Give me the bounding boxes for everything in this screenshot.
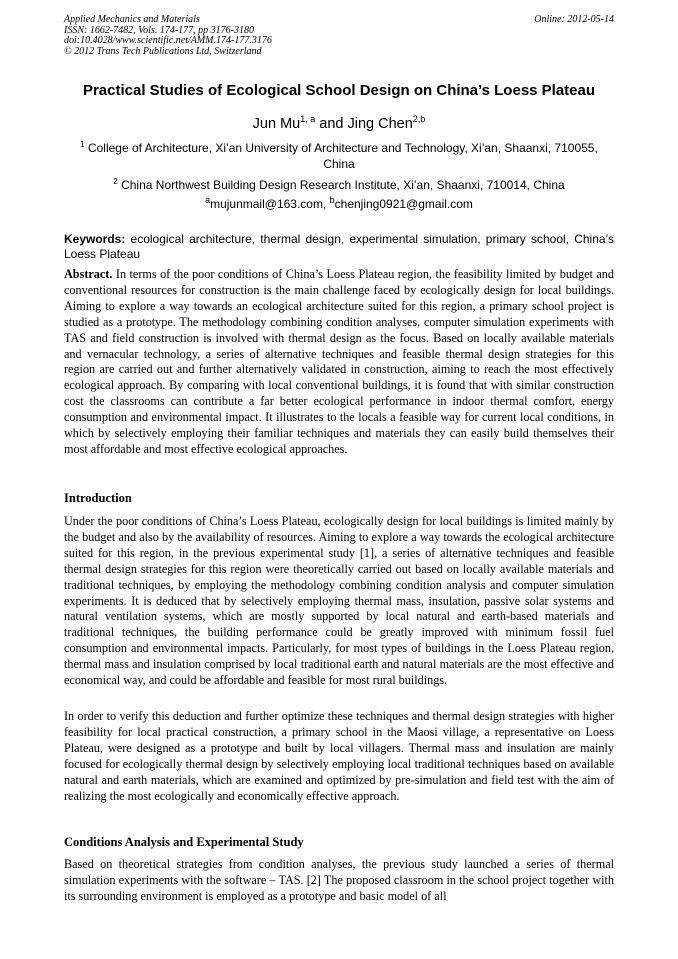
doi-line: doi:10.4028/www.scientific.net/AMM.174-177.3176 (64, 35, 272, 46)
keywords (64, 232, 614, 262)
affiliation-2-text: China Northwest Building Design Research Institute, Xi’an, Shaanxi, 710014, China (117, 178, 565, 192)
affiliation-1-text: College of Architecture, Xi’an University of Architecture and Technology, Xi’an, Shaanxi, 710055, China (84, 141, 598, 171)
email-b-mark: b (329, 195, 335, 205)
issn-line: ISSN: 1662-7482, Vols. 174-177, pp 3176-3180 (64, 24, 254, 36)
conditions-heading: Conditions Analysis and Experimental Study (64, 835, 304, 849)
introduction-paragraph-2: In order to verify this deduction and further optimize these techniques and thermal design strategies with higher feasibility for local practical construction, a primary school in the Maosi village, a representative on Loess Plateau, were designed as a prototype and built by local villagers. Thermal mass and insulation are mainly focused for ecologically thermal design by selectively employing local traditional techniques based on available natural and earth materials, which are examined and optimized by pre-simulation and field test with the aim of realizing the most ecologically and economically effective approach. (64, 709, 614, 803)
email-line (64, 195, 614, 211)
email-b: chenjing0921@gmail.com (334, 197, 473, 211)
email-a-mark: a (205, 195, 211, 205)
affiliation-2 (64, 174, 614, 193)
introduction-heading: Introduction (64, 491, 132, 505)
conditions-paragraph-1: Based on theoretical strategies from condition analyses, the previous study launched a series of thermal simulation experiments with the software – TAS. [2] The proposed classroom in the school project together with its surrounding environment is employed as a prototype and basic model of all (64, 857, 614, 903)
abstract-text: In terms of the poor conditions of China’s Loess Plateau region, the feasibility limited by budget and conventional resources for construction is the main challenge faced by ecologically design for local buildings. Aiming to explore a way towards an ecological architecture suited for this region, a primary school project is studied as a prototype. The methodology combining condition analyses, computer simulation experiments with TAS and field construction is involved with thermal design as the focus. Based on locally available materials and vernacular technology, a series of alternative techniques and feasible thermal design strategies for this region are carried out and further alternatively validated in construction, aiming to reach the most effectively ecological approach. By comparing with local conventional buildings, it is found that with similar construction cost the classrooms can contribute a far better ecological performance in indoor thermal comfort, energy consumption and environmental impact. It illustrates to the locals a feasible way for current local conditions, in which by selectively employing their familiar techniques and materials they can easily build themselves their most affordable and most effective ecological approaches. (64, 267, 614, 456)
online-date: Online: 2012-05-14 (534, 14, 614, 25)
affiliation-1 (64, 137, 614, 172)
paper-title: Practical Studies of Ecological School Design on China’s Loess Plateau (82, 82, 596, 99)
author-1: Jun Mu (252, 115, 301, 132)
affiliation-2-mark: 2 (113, 177, 118, 186)
author-2: Jing Chen (347, 115, 413, 132)
abstract (64, 267, 614, 458)
journal-name: Applied Mechanics and Materials (64, 14, 200, 25)
author-line (40, 114, 638, 132)
abstract-label: Abstract. (64, 267, 113, 281)
copyright-line: © 2012 Trans Tech Publications Ltd, Switzerland (64, 45, 262, 57)
email-a: mujunmail@163.com, (210, 197, 330, 211)
keywords-label: Keywords: (64, 232, 126, 246)
introduction-paragraph-1: Under the poor conditions of China’s Loess Plateau, ecologically design for local buildings is limited mainly by the budget and also by the availability of resources. Aiming to explore a way towards the ecological architecture suited for this region, in the previous experimental study [1], a series of alternative techniques and feasible thermal design strategies for this region were theoretically carried out based on locally available materials and traditional techniques, by employing the methodology combining condition analysis and computer simulation experiments. It is deduced that by selectively employing thermal mass, insulation, passive solar systems and natural ventilation systems, which are mostly supported by local natural and earth-based materials and traditional techniques, the building performance could be greatly improved with minimum fossil fuel consumption and environmental impacts. Particularly, for most types of buildings in the Loess Plateau region, thermal mass and insulation comprised by local traditional earth and natural materials are the most effective and economical way, and could be affordable and feasible for most rural buildings. (64, 514, 614, 688)
author-1-affil: 1, a (300, 114, 316, 124)
keywords-text: ecological architecture, thermal design, experimental simulation, primary school, China’s Loess Plateau (64, 232, 614, 261)
author-2-affil: 2,b (412, 114, 426, 124)
affiliation-1-mark: 1 (80, 140, 85, 149)
journal-header (64, 15, 614, 57)
author-and: and (315, 115, 348, 132)
